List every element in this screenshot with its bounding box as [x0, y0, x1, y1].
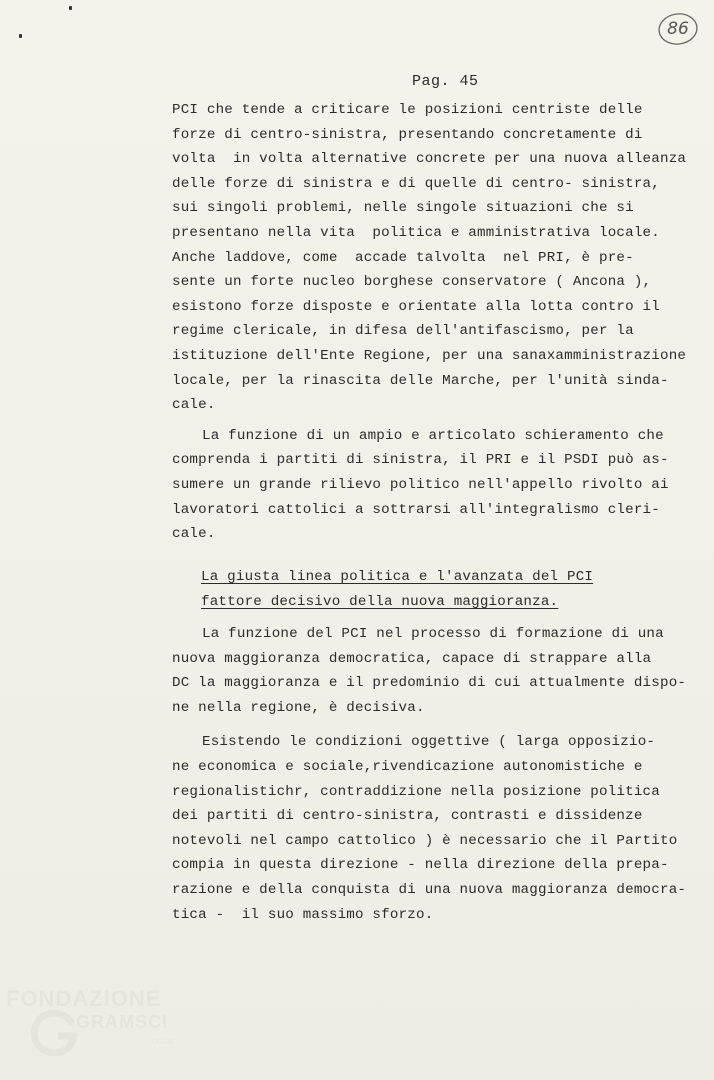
text-line: istituzione dell'Ente Regione, per una sanaxamministrazione — [172, 347, 687, 364]
margin-mark-top — [69, 6, 72, 10]
text-line: compia in questa direzione - nella direzione della prepa- — [172, 857, 669, 874]
archive-watermark — [6, 986, 206, 1066]
text-line: lavoratori cattolici a sottrarsi all'integralismo cleri- — [172, 501, 660, 518]
heading-line: La giusta linea politica e l'avanzata del PCI — [201, 569, 594, 585]
text-line: notevoli nel campo cattolico ) è necessario che il Partito — [172, 832, 678, 849]
text-line: dei partiti di centro-sinistra, contrasti e dissidenze — [172, 808, 643, 825]
text-line: regime clericale, in difesa dell'antifascismo, per la — [172, 323, 634, 340]
page-number: Pag. 45 — [412, 73, 479, 90]
body-text-top — [172, 98, 687, 547]
text-line: presentano nella vita politica e amministrativa locale. — [172, 224, 660, 241]
text-line: Anche laddove, come accade talvolta nel PRI, è pre- — [172, 249, 634, 266]
text-line: nuova maggioranza democratica, capace di strappare alla — [172, 650, 652, 667]
text-line: volta in volta alternative concrete per una nuova alleanza — [172, 151, 687, 168]
watermark-line-1: FONDAZIONE — [6, 986, 162, 1011]
text-line: comprenda i partiti di sinistra, il PRI e il PSDI può as- — [172, 452, 669, 469]
text-line: cale. — [172, 526, 216, 543]
margin-mark-left — [19, 34, 22, 38]
heading-line: fattore decisivo della nuova maggioranza. — [201, 593, 559, 610]
text-line: La funzione del PCI nel processo di formazione di una — [202, 626, 664, 642]
text-line: cale. — [172, 397, 216, 414]
watermark-line-2: GRAMSCI — [76, 1012, 168, 1032]
text-line: locale, per la rinascita delle Marche, per l'unità sinda- — [172, 372, 669, 389]
body-text-bottom — [172, 622, 687, 927]
text-line: forze di centro-sinistra, presentando concretamente di — [172, 126, 643, 143]
text-line: DC la maggioranza e il predominio di cui attualmente dispo- — [172, 675, 687, 692]
text-line: PCI che tende a criticare le posizioni centriste delle — [172, 102, 643, 118]
text-line: La funzione di un ampio e articolato schieramento che — [202, 427, 664, 444]
archive-folio-number: 86 — [656, 10, 700, 48]
text-line: ne economica e sociale,rivendicazione autonomistiche e — [172, 758, 643, 775]
text-line: sente un forte nucleo borghese conservatore ( Ancona ), — [172, 274, 652, 291]
text-line: tica - il suo massimo sforzo. — [172, 906, 434, 923]
text-line: sui singoli problemi, nelle singole situazioni che si — [172, 200, 634, 217]
section-heading — [201, 565, 621, 614]
text-line: ne nella regione, è decisiva. — [172, 699, 425, 716]
text-line: razione e della conquista di una nuova maggioranza democra- — [172, 881, 687, 898]
text-line: Esistendo le condizioni oggettive ( larga opposizio- — [202, 734, 656, 751]
watermark-logo-icon — [30, 1006, 80, 1056]
text-line: delle forze di sinistra e di quelle di centro- sinistra, — [172, 175, 660, 192]
text-line: esistono forze disposte e orientate alla lotta contro il — [172, 298, 660, 315]
watermark-line-3: onlus — [152, 1036, 174, 1046]
text-line: sumere un grande rilievo politico nell'appello rivolto ai — [172, 476, 669, 493]
text-line: regionalistichr, contraddizione nella posizione politica — [172, 783, 660, 800]
